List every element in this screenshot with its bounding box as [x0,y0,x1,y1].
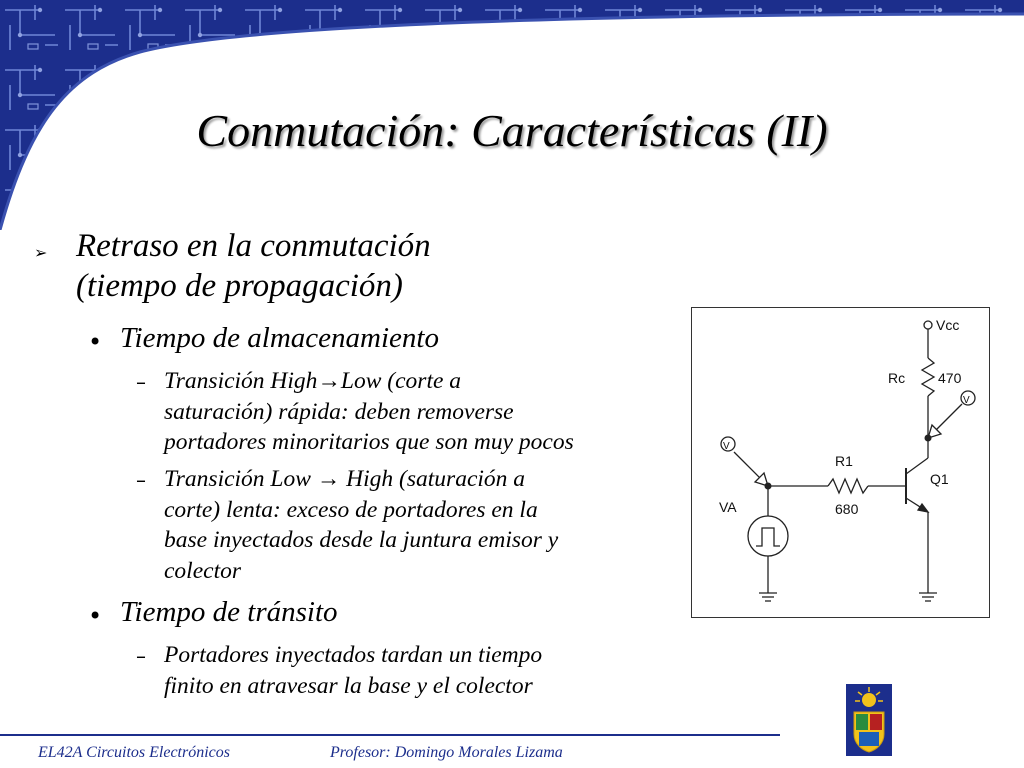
r1-resistor-icon [828,479,868,493]
probe-label: V [963,395,970,406]
circuit-diagram [691,307,990,618]
bullet-dash-icon: – [136,468,146,492]
footer-course: EL42A Circuitos Electrónicos [38,744,230,761]
bullet-retraso [76,226,431,306]
sub-bullet-high-low-line1: Transición High→Low (corte a [164,368,462,394]
sub-bullet-low-high-line2: corte) lenta: exceso de portadores en la [164,496,538,523]
sub-bullet-portadores-line2: finito en atravesar la base y el colector [164,672,533,699]
va-label: VA [719,499,737,515]
sub-bullet-portadores [164,640,684,701]
sub-bullet-high-low-line2: saturación) rápida: deben removerse [164,398,514,425]
rc-resistor-icon [922,358,934,396]
sub-bullet-low-high-line1: Transición Low → High (saturación a [164,466,526,492]
pulse-source-icon [748,516,788,556]
rc-value: 470 [938,370,962,386]
sub-bullet-high-low [164,366,684,458]
sub-bullet-low-high-line3: base inyectados desde la juntura emisor y [164,527,559,553]
slide-title: Conmutación: Características (II) [196,105,828,156]
transistor-q1-icon [918,504,928,512]
bullet-dot-icon: • [88,328,103,356]
footer-divider [0,734,780,736]
vcc-label: Vcc [936,317,960,333]
ground-icon [919,593,937,601]
bullet-dot-icon: • [88,602,103,630]
sub-bullet-low-high-line4: colector [164,557,241,584]
bullet-arrow-icon: ➢ [34,243,48,262]
bullet-transito: Tiempo de tránsito [120,596,338,628]
ground-icon [759,593,777,601]
bullet-retraso-line1: Retraso en la conmutación [76,228,431,264]
university-logo-icon [846,684,892,756]
bullet-dash-icon: – [136,370,146,394]
bullet-dash-icon: – [136,644,146,668]
r1-label: R1 [835,453,853,469]
sub-bullet-low-high [164,464,684,586]
rc-label: Rc [888,370,906,386]
q1-label: Q1 [930,471,949,487]
bullet-retraso-line2: (tiempo de propagación) [76,268,403,304]
r1-value: 680 [835,501,859,517]
probe-label: V [723,441,730,452]
sub-bullet-high-low-line3: portadores minoritarios que son muy pocos [164,429,574,455]
sub-bullet-portadores-line1: Portadores inyectados tardan un tiempo [164,642,543,668]
footer-professor: Profesor: Domingo Morales Lizama [330,744,563,761]
bullet-almacenamiento: Tiempo de almacenamiento [120,322,439,354]
vcc-terminal-icon [924,321,932,329]
